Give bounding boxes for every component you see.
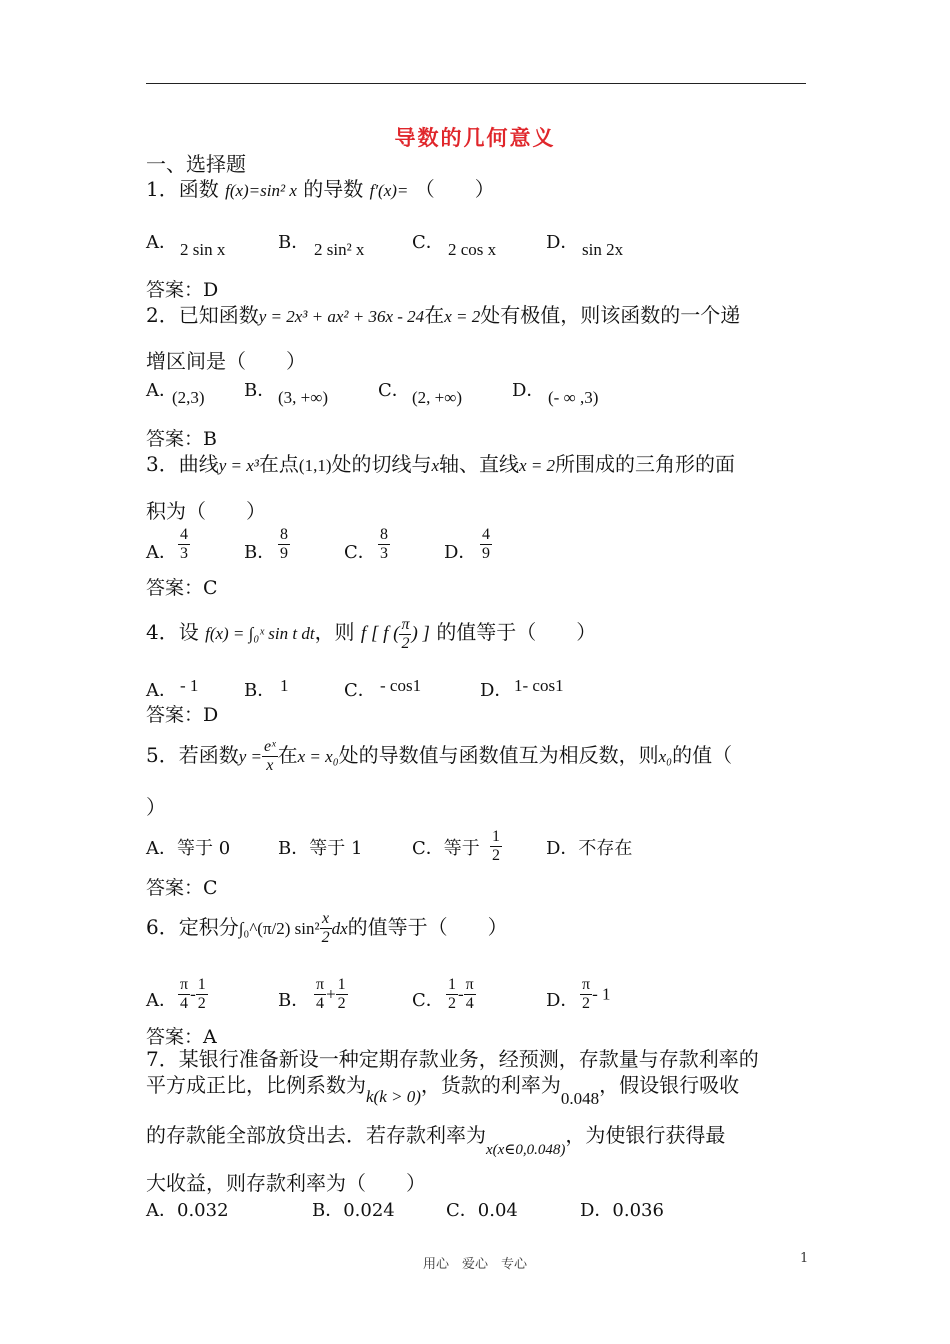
q5-text-2: 处的导数值与函数值互为相反数，则 <box>338 743 659 767</box>
q4-prefix: 4．设 <box>146 619 199 644</box>
q7-k: k(k > 0) <box>366 1087 421 1106</box>
q4-expression: f [ f ( $\frac{\pi}{2}$ ) ] <box>360 616 430 652</box>
q1-function: f(x)=sin² x <box>225 181 297 200</box>
q6-c-one: 1 <box>448 976 456 993</box>
page-title: 导数的几何意义 <box>394 125 556 150</box>
q3-prefix: 3．曲线 <box>146 452 219 476</box>
q7-rate: 0.048 <box>560 1089 600 1108</box>
q2-at: x = 2 <box>444 307 481 326</box>
q1-option-c-label: C． <box>412 232 444 253</box>
q3-c-numerator: 8 <box>380 526 388 543</box>
q2-function: y = 2x³ + ax² + 36x - 24 <box>258 307 425 326</box>
q6-b-pi: π <box>316 976 325 993</box>
q1-option-c: 2 cos x <box>448 240 497 259</box>
q6-option-c-label: C． <box>412 990 444 1011</box>
q5-answer: 答案：C <box>146 877 218 899</box>
q6-c-two: 2 <box>448 995 456 1012</box>
q1-prefix: 1．函数 <box>146 177 219 201</box>
page-footer: 用心 爱心 专心 <box>422 1257 527 1272</box>
q3-option-b-label: B． <box>244 542 276 563</box>
q4-pi: π <box>401 616 410 633</box>
q4-option-d-label: D． <box>480 680 513 701</box>
q6-d-pi: π <box>582 976 591 993</box>
header-rule <box>146 83 806 84</box>
q6-integral: ∫₀^(π/2) sin² <box>238 919 320 938</box>
q6-suffix: 的值等于（ ） <box>347 915 508 939</box>
q2-option-d: (- ∞ ,3) <box>548 388 599 407</box>
q7-x-range: x(x∈0,0.048) <box>486 1142 566 1158</box>
q7-line1: 7．某银行准备新设一种定期存款业务，经预测，存款量与存款利率的 <box>146 1047 759 1071</box>
q6-b-one: 1 <box>337 976 346 993</box>
q4-option-c: - cos1 <box>380 676 422 695</box>
q6-c-op: - <box>458 984 464 1004</box>
q2-suffix: 处有极值，则该函数的一个递 <box>480 303 741 327</box>
q6-d-two: 2 <box>582 995 591 1012</box>
q1-derivative: f′(x)= <box>369 181 409 200</box>
q1-option-d: sin 2x <box>582 240 624 259</box>
question-3 <box>146 451 735 479</box>
q4-option-a: - 1 <box>180 676 199 695</box>
q6-option-d-label: D． <box>546 990 579 1011</box>
q4-option-d: 1- cos1 <box>514 676 564 695</box>
q6-option-c <box>446 976 476 1013</box>
q6-c-pi: π <box>465 976 474 993</box>
q5-at: x = x₀ <box>297 747 339 766</box>
q1-option-a: 2 sin x <box>180 240 226 259</box>
q1-option-b: 2 sin² x <box>314 240 365 259</box>
q3-text-1: 在点 <box>258 452 299 476</box>
q3-option-d-label: D． <box>444 542 477 563</box>
q3-option-c <box>378 526 390 563</box>
q7-text-d: 的存款能全部放贷出去．若存款利率为 <box>146 1123 486 1147</box>
q6-answer: 答案：A <box>146 1026 217 1048</box>
q7-option-c: C．0.04 <box>446 1200 518 1221</box>
q5-option-a: A．等于 0 <box>146 838 231 859</box>
q3-a-denominator: 3 <box>180 545 188 562</box>
question-6 <box>146 910 508 947</box>
q5-option-b: B．等于 1 <box>278 838 363 859</box>
q3-option-a-label: A． <box>146 542 177 563</box>
question-4 <box>146 616 596 653</box>
q3-d-denominator: 9 <box>482 545 490 562</box>
q3-a-numerator: 4 <box>180 526 188 543</box>
q7-text-c: ，假设银行吸收 <box>599 1073 740 1097</box>
question-1 <box>146 176 495 204</box>
q5-text-3: 的值（ <box>672 743 733 767</box>
q7-text-b: ，货款的利率为 <box>420 1073 561 1097</box>
q2-option-b: (3, +∞) <box>278 388 329 407</box>
q6-option-d <box>580 976 611 1013</box>
q5-option-d: D．不存在 <box>546 838 633 859</box>
q7-option-d: D．0.036 <box>580 1200 664 1221</box>
question-5 <box>146 738 732 775</box>
q1-option-b-label: B． <box>278 232 310 253</box>
q2-option-b-label: B． <box>244 380 276 401</box>
q7-option-a: A．0.032 <box>146 1200 229 1221</box>
q6-two-denominator: 2 <box>321 929 330 946</box>
q2-option-a-label: A． <box>146 380 177 401</box>
q6-x-over-2 <box>320 910 332 947</box>
q6-option-b <box>314 976 348 1013</box>
q3-answer: 答案：C <box>146 577 218 599</box>
section-heading: 一、选择题 <box>146 152 246 176</box>
q3-text-3: 轴、直线 <box>439 452 520 476</box>
q3-c-denominator: 3 <box>380 545 388 562</box>
q6-a-two: 2 <box>197 995 206 1012</box>
q7-line4: 大收益，则存款利率为（ ） <box>146 1171 426 1195</box>
q1-option-d-label: D． <box>546 232 579 253</box>
q7-line2 <box>146 1072 740 1108</box>
q3-d-numerator: 4 <box>482 526 490 543</box>
q2-answer: 答案：B <box>146 428 217 450</box>
q3-b-denominator: 9 <box>280 545 288 562</box>
q5-fraction <box>262 738 278 775</box>
q6-a-pi: π <box>180 976 189 993</box>
q7-text-a: 平方成正比，比例系数为 <box>146 1073 366 1097</box>
page-number: 1 <box>800 1251 809 1266</box>
q6-dx: dx <box>331 919 348 938</box>
q1-option-a-label: A． <box>146 232 177 253</box>
q2-option-c: (2, +∞) <box>412 388 463 407</box>
q6-c-four: 4 <box>465 995 474 1012</box>
q2-option-c-label: C． <box>378 380 410 401</box>
q6-b-four: 4 <box>316 995 325 1012</box>
q6-option-a <box>178 976 208 1013</box>
q4-suffix: 的值等于（ ） <box>436 619 597 644</box>
q6-a-four: 4 <box>180 995 189 1012</box>
q4-pi-over-2 <box>399 616 411 653</box>
question-2 <box>146 302 740 330</box>
q6-prefix: 6．定积分 <box>146 915 239 939</box>
q3-option-c-label: C． <box>344 542 376 563</box>
q5-half-denominator: 2 <box>492 847 500 864</box>
q6-b-two: 2 <box>337 995 346 1012</box>
q3-option-b <box>278 526 290 563</box>
q2-prefix: 2．已知函数 <box>146 303 259 327</box>
q7-option-b: B．0.024 <box>312 1200 395 1221</box>
q5-denominator: x <box>266 757 274 774</box>
q2-option-d-label: D． <box>512 380 545 401</box>
q5-numerator: eˣ <box>264 738 276 755</box>
q7-text-e: ，为使银行获得最 <box>565 1123 726 1147</box>
q3-line: x = 2 <box>519 456 556 475</box>
q3-text-2: 处的切线与 <box>331 452 432 476</box>
q4-option-a-label: A． <box>146 680 177 701</box>
q5-option-c: C．等于 <box>412 838 480 859</box>
q6-a-one: 1 <box>197 976 206 993</box>
q1-answer: 答案：D <box>146 279 219 301</box>
q5-x0: x₀ <box>658 747 673 766</box>
q5-y-equals: y = <box>238 747 263 766</box>
q2-line2: 增区间是（ ） <box>146 349 306 373</box>
q5-text-1: 在 <box>277 743 298 767</box>
q3-text-4: 所围成的三角形的面 <box>555 452 736 476</box>
q2-option-a: (2,3) <box>172 388 205 407</box>
q4-two: 2 <box>401 635 410 652</box>
q5-half-numerator: 1 <box>492 828 500 845</box>
q2-mid: 在 <box>424 303 445 327</box>
q6-option-b-label: B． <box>278 990 310 1011</box>
q4-answer: 答案：D <box>146 704 219 726</box>
q1-paren: （ ） <box>414 177 495 201</box>
q4-option-b-label: B． <box>244 680 276 701</box>
q4-option-c-label: C． <box>344 680 376 701</box>
q7-line3 <box>146 1122 726 1158</box>
q3-line2: 积为（ ） <box>146 499 266 523</box>
q1-mid: 的导数 <box>303 177 364 201</box>
q5-option-c-fraction <box>490 828 502 865</box>
q3-x-variable: x <box>431 456 440 475</box>
q3-curve: y = x³ <box>218 456 259 475</box>
q6-a-op: - <box>190 984 196 1004</box>
q6-x-numerator: x <box>320 910 332 929</box>
q3-option-d <box>480 526 492 563</box>
q6-option-a-label: A． <box>146 990 177 1011</box>
q6-b-op: + <box>326 984 336 1004</box>
q4-mid: ，则 <box>314 619 355 644</box>
q6-d-op: - 1 <box>592 984 611 1004</box>
q5-prefix: 5．若函数 <box>146 743 239 767</box>
q4-function: f(x) = ∫₀ˣ sin t dt <box>205 623 315 643</box>
q5-line2: ） <box>146 795 166 819</box>
q4-option-b: 1 <box>280 676 289 695</box>
q3-option-a <box>178 526 190 563</box>
q3-b-numerator: 8 <box>280 526 288 543</box>
q3-point: (1,1) <box>298 456 332 475</box>
